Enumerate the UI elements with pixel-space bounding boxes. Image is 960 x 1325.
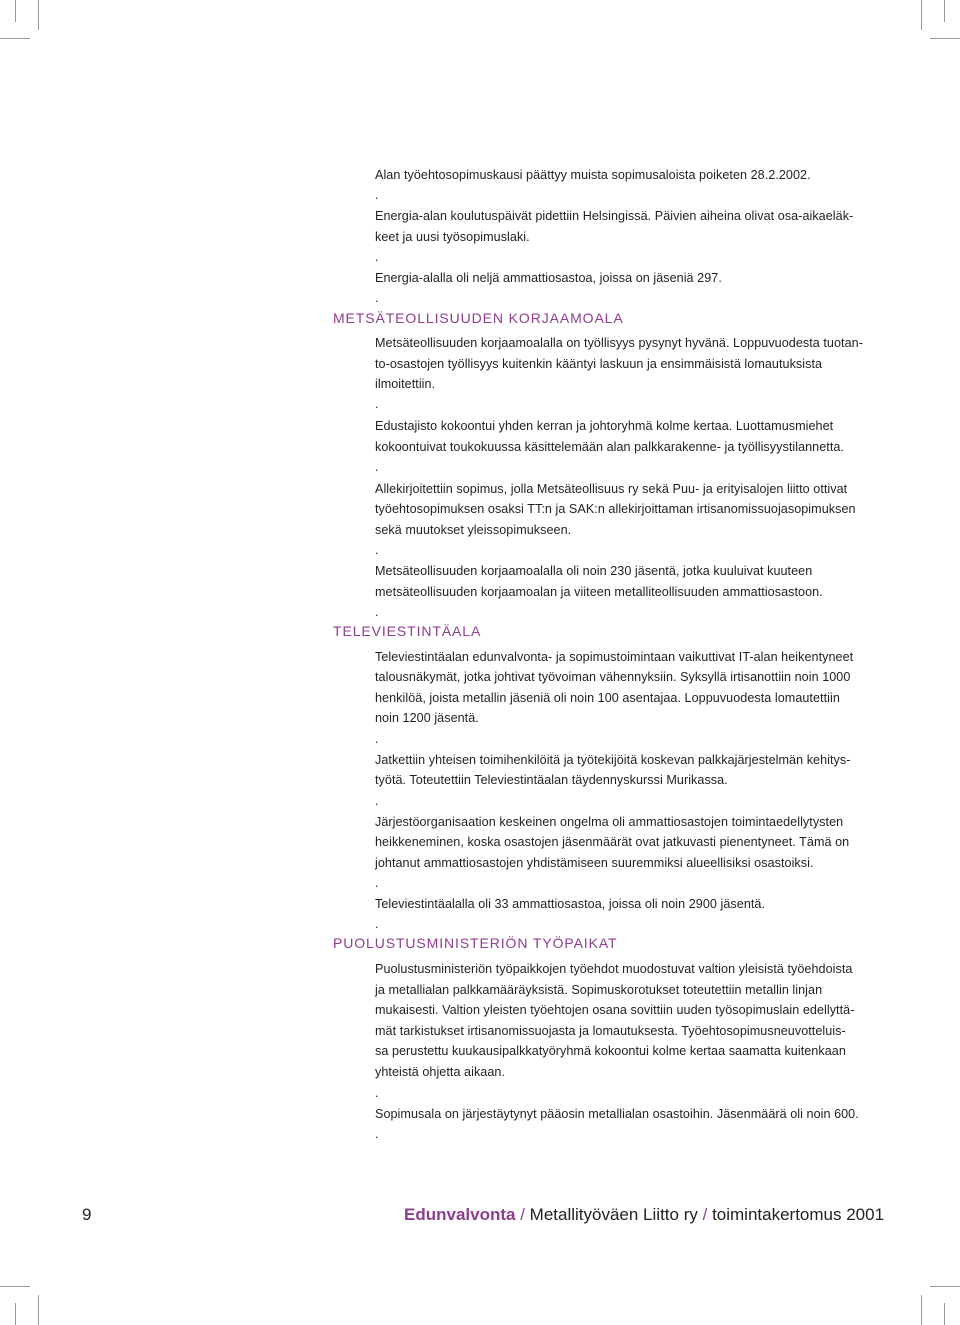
paragraph-line: Jatkettiin yhteisen toimihenkilöitä ja työtekijöitä koskevan palkkajärjestelmän kehitys- [375,753,851,767]
paragraph-separator: . [375,876,379,890]
footer-brand: Edunvalvonta [404,1205,516,1224]
paragraph-line: ja metallialan palkkamääräyksistä. Sopimuskorotukset toteutettiin metallin linjan [375,983,823,997]
paragraph-line: metsäteollisuuden korjaamoalan ja viiteen metalliteollisuuden ammattiosastoon. [375,585,823,599]
footer-publisher: Metallityöväen Liitto ry [529,1205,698,1224]
paragraph-line: keet ja uusi työsopimuslaki. [375,230,530,244]
paragraph-line: to-osastojen työllisyys kuitenkin kääntyi laskuun ja ensimmäisistä lomautuksista [375,357,823,371]
footer-separator: / [702,1205,708,1224]
section-heading-metsateollisuus: METSÄTEOLLISUUDEN KORJAAMOALA [333,310,624,326]
paragraph-separator: . [375,1086,379,1100]
paragraph-line: henkilöä, joista metallin jäseniä oli noin 100 asentajaa. Loppuvuodesta lomautettiin [375,691,840,705]
paragraph-separator: . [375,917,379,931]
footer-report-title: toimintakertomus 2001 [712,1205,885,1224]
paragraph-separator: . [375,543,379,557]
paragraph-separator: . [375,605,379,619]
footer-separator: / [520,1205,525,1224]
paragraph-separator: . [375,250,379,264]
paragraph-separator: . [375,460,379,474]
paragraph-line: mukaisesti. Valtion yleisten työehtojen osana sovittiin uuden työsopimuslain edellyttä- [375,1003,855,1017]
paragraph-line: Puolustusministeriön työpaikkojen työehdot muodostuvat valtion yleisistä työehdoista [375,962,853,976]
paragraph-line: Metsäteollisuuden korjaamoalalla on työllisyys pysynyt hyvänä. Loppuvuodesta tuotan- [375,336,863,350]
paragraph-separator: . [375,794,379,808]
paragraph-line: kokoontuivat toukokuussa käsittelemään alan palkkarakenne- ja työllisyystilannetta. [375,440,844,454]
section-heading-televiestinta: TELEVIESTINTÄALA [333,623,482,639]
paragraph-line: sa perustettu kuukausipalkkatyöryhmä kokoontui kolme kertaa saamatta kuitenkaan [375,1044,846,1058]
paragraph-line: mät tarkistukset irtisanomissuojasta ja lomautuksesta. Työehtosopimusneuvotteluis- [375,1024,846,1038]
paragraph-line: johtanut ammattiosastojen yhdistämiseen suuremmiksi alueellisiksi osastoiksi. [375,856,814,870]
paragraph-line: Järjestöorganisaation keskeinen ongelma oli ammattiosastojen toimintaedellytysten [375,815,844,829]
paragraph-line: sekä muutokset yleissopimukseen. [375,523,572,537]
paragraph-line: työtä. Toteutettiin Televiestintäalan täydennyskurssi Murikassa. [375,773,728,787]
paragraph-line: Televiestintäalalla oli 33 ammattiosastoa, joissa oli noin 2900 jäsentä. [375,897,766,911]
section-heading-puolustusministerio: PUOLUSTUSMINISTERIÖN TYÖPAIKAT [333,935,618,951]
paragraph-line: talousnäkymät, jotka johtivat työvoiman vähennyksiin. Syksyllä irtisanottiin noin 1000 [375,670,851,684]
paragraph-separator: . [375,732,379,746]
paragraph-separator: . [375,188,379,202]
paragraph-line: Allekirjoitettiin sopimus, jolla Metsäteollisuus ry sekä Puu- ja erityisalojen liitto ottivat [375,482,848,496]
paragraph-line: työehtosopimuksen osaksi TT:n ja SAK:n allekirjoittaman irtisanomissuojasopimuksen [375,502,856,516]
paragraph-line: Edustajisto kokoontui yhden kerran ja johtoryhmä kolme kertaa. Luottamusmiehet [375,419,834,433]
paragraph-line: yhteistä ohjetta aikaan. [375,1065,506,1079]
paragraph-line: Energia-alalla oli neljä ammattiosastoa, joissa on jäseniä 297. [375,271,722,285]
paragraph-separator: . [375,397,379,411]
running-footer [404,1203,884,1227]
paragraph-line: Metsäteollisuuden korjaamoalalla oli noin 230 jäsentä, jotka kuuluivat kuuteen [375,564,813,578]
page-number: 9 [82,1205,92,1224]
paragraph-line: Alan työehtosopimuskausi päättyy muista sopimusaloista poiketen 28.2.2002. [375,168,811,182]
paragraph-separator: . [375,1127,379,1141]
paragraph-line: noin 1200 jäsentä. [375,711,479,725]
paragraph-separator: . [375,291,379,305]
paragraph-line: ilmoitettiin. [375,377,436,391]
paragraph-line: heikkeneminen, koska osastojen jäsenmäärät ovat jatkuvasti pienentyneet. Tämä on [375,835,850,849]
paragraph-line: Energia-alan koulutuspäivät pidettiin Helsingissä. Päivien aiheina olivat osa-aikaeläk- [375,209,854,223]
paragraph-line: Sopimusala on järjestäytynyt pääosin metallialan osastoihin. Jäsenmäärä oli noin 600. [375,1107,859,1121]
paragraph-line: Televiestintäalan edunvalvonta- ja sopimustoimintaan vaikuttivat IT-alan heikentyneet [375,650,854,664]
